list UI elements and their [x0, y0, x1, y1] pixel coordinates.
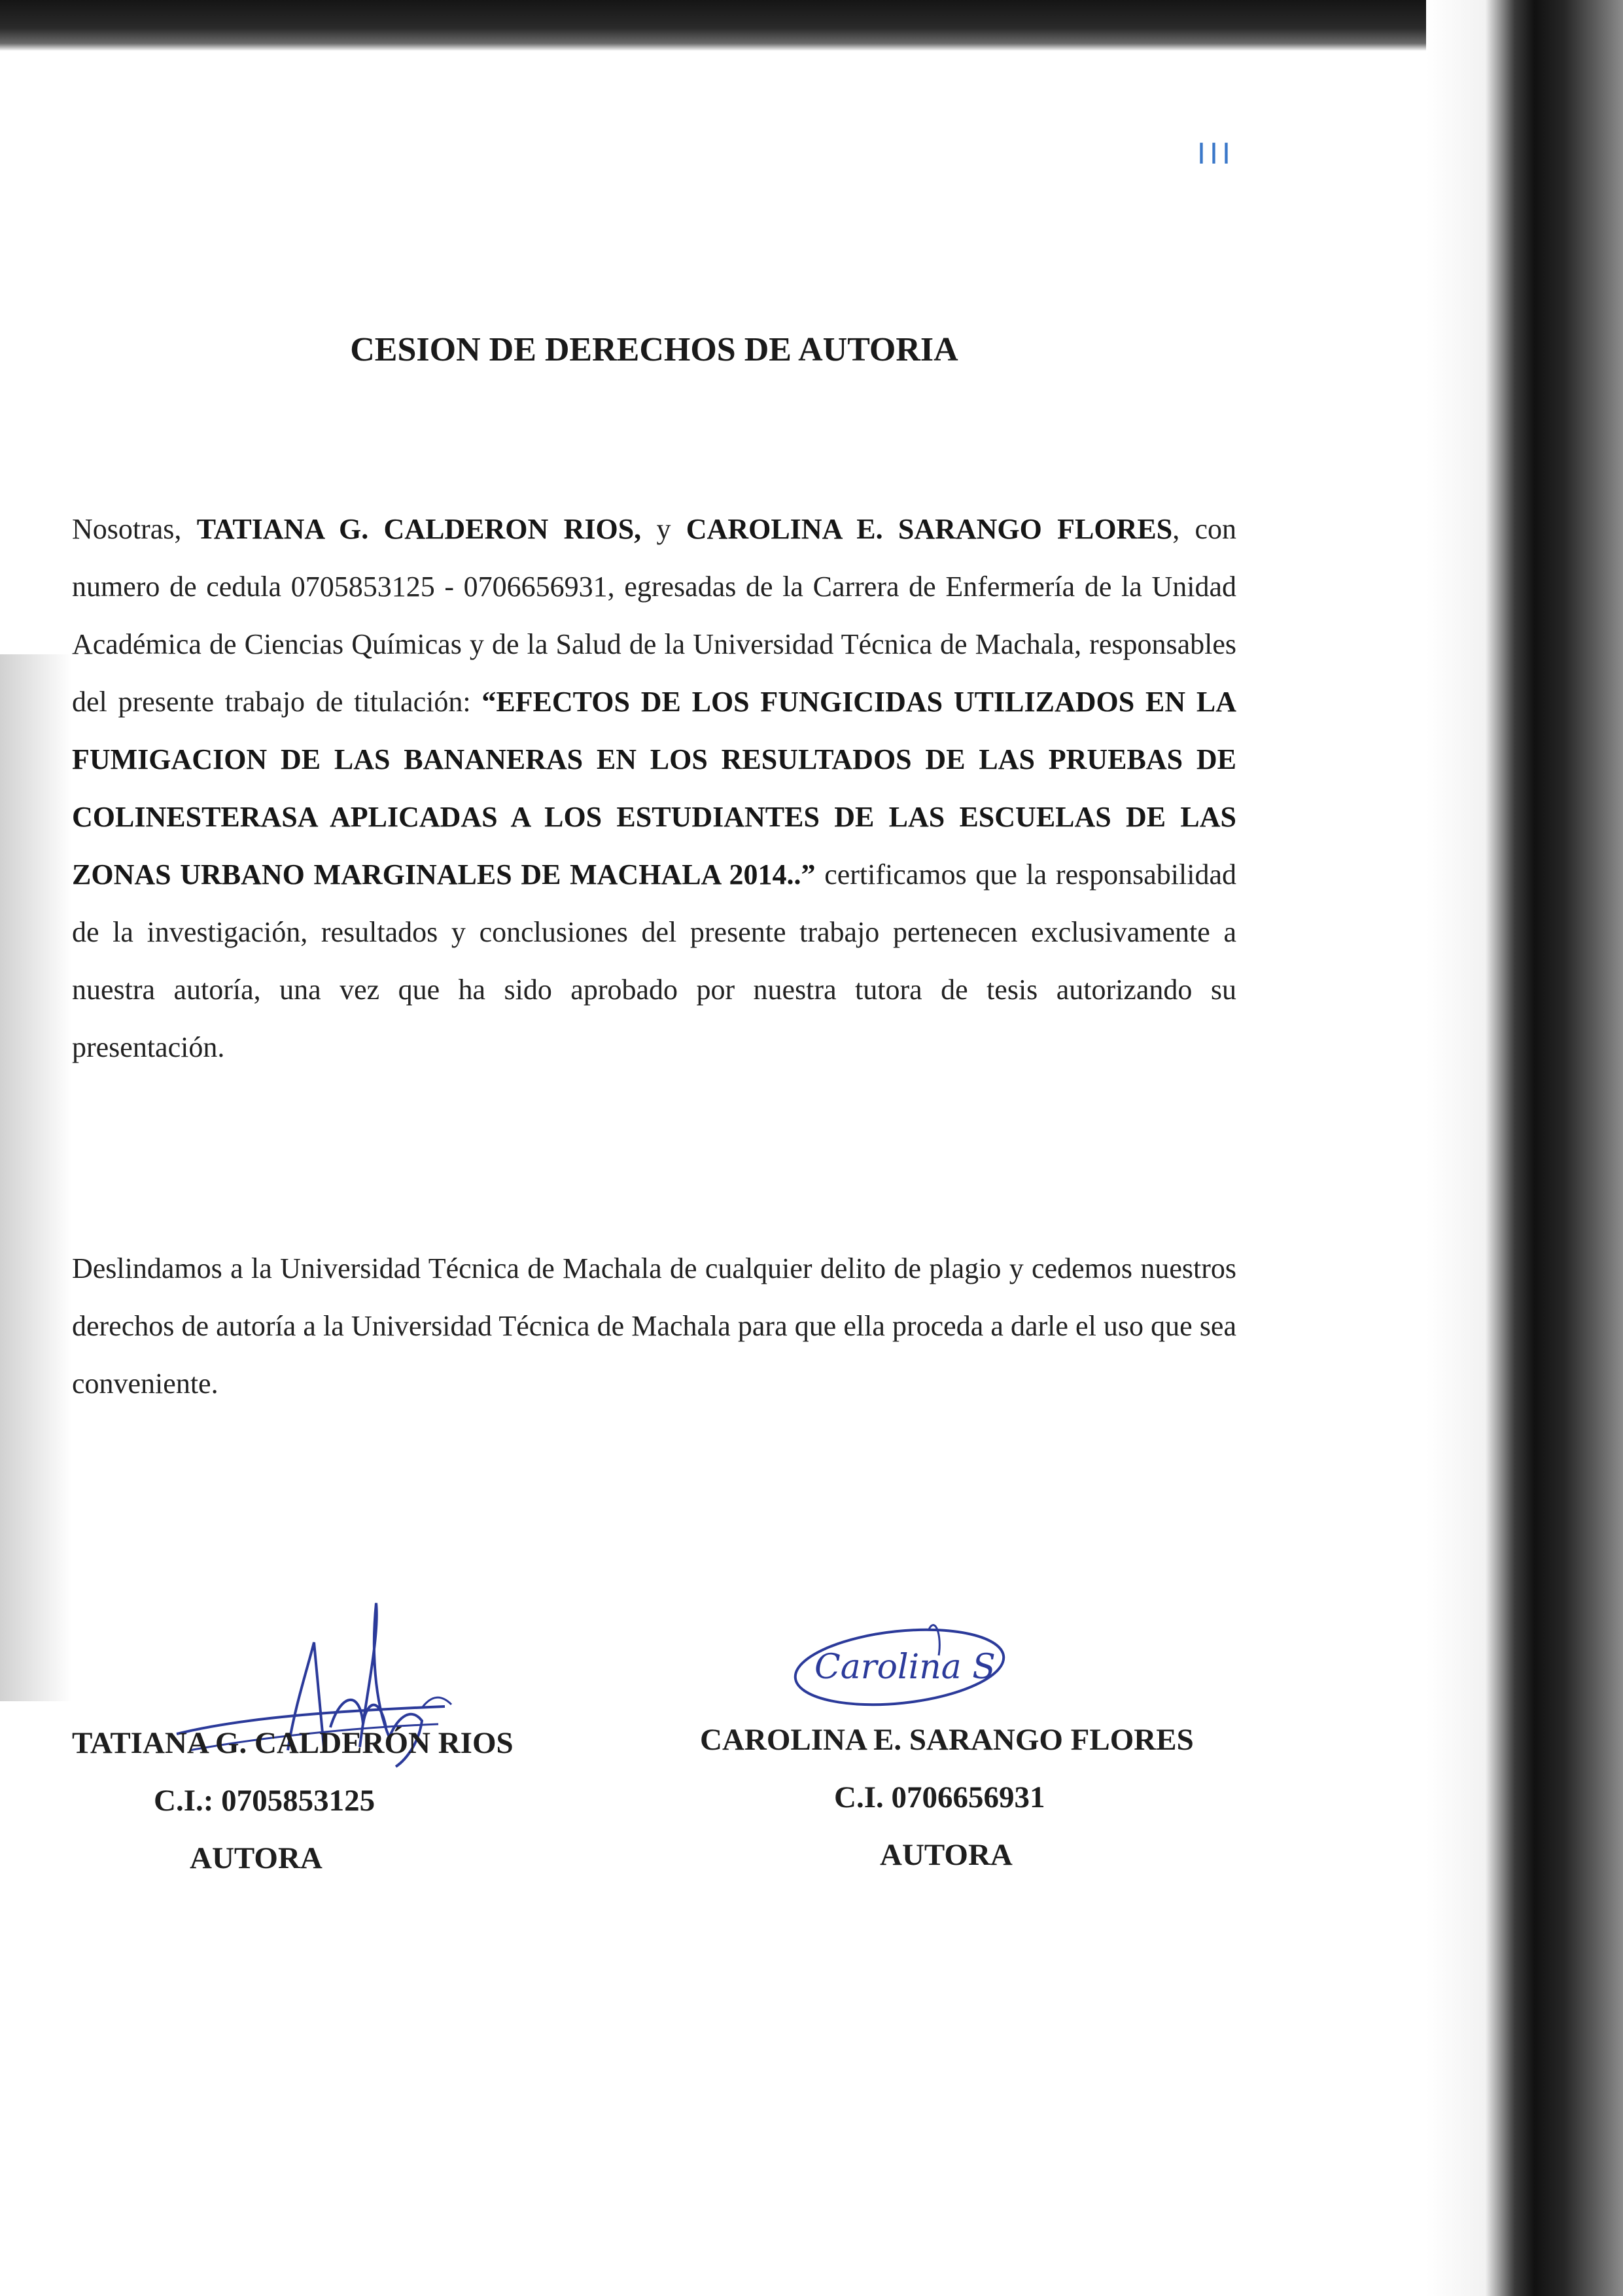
signature-block-2 [700, 1711, 1256, 1884]
author2-name: CAROLINA E. SARANGO FLORES [686, 513, 1173, 545]
signer-name: TATIANA G. CALDERÓN RIOS [72, 1726, 514, 1760]
page-number: III [1197, 137, 1234, 171]
signer-id: C.I. 0706656931 [834, 1780, 1045, 1814]
signature-carolina-drawing [785, 1610, 1021, 1721]
scan-border-top [0, 0, 1623, 51]
signer-role: AUTORA [880, 1838, 1013, 1872]
declaration-text-2: certificamos que la responsabilidad de la investigación, resultados y conclusiones del presente trabajo pertenecen exclusivamente a nuestra autoría, una vez que ha sido aprobado por nuestra tutora de tesis autorizando su presentación. [72, 858, 1237, 1063]
signer-name: CAROLINA E. SARANGO FLORES [700, 1723, 1194, 1757]
signature-carolina [785, 1610, 1021, 1721]
disclaimer-paragraph: Deslindamos a la Universidad Técnica de Machala de cualquier delito de plagio y cedemos nuestros derechos de autoría a la Universidad Técnica de Machala para que ella proceda a darle el uso que sea conveniente. [72, 1252, 1236, 1400]
scan-border-right [1426, 0, 1623, 2296]
scan-shadow-left [0, 654, 72, 1701]
signer-role: AUTORA [190, 1841, 323, 1875]
conjunction-text: y [656, 513, 671, 545]
thesis-title: “EFECTOS DE LOS FUNGICIDAS UTILIZADOS EN LA FUMIGACION DE LAS BANANERAS EN LOS RESULTADOS DE LAS PRUEBAS DE COLINESTERASA APLICADAS A LOS ESTUDIANTES DE LAS ESCUELAS DE LAS ZONAS URBANO MARGINALES DE MACHALA 2014..” [72, 686, 1237, 891]
signer-id: C.I.: 0705853125 [154, 1784, 375, 1818]
author1-name: TATIANA G. CALDERON RIOS, [196, 513, 642, 545]
signature-handwritten-text: Carolina S [814, 1648, 996, 1687]
declaration-text-1: , con numero de cedula 0705853125 - 0706656931, egresadas de la Carrera de Enfermería de la Unidad Académica de Ciencias Químicas y de la Salud de la Universidad Técnica de Machala, responsables del presente trabajo de titulación: [72, 513, 1237, 718]
document-title: CESION DE DERECHOS DE AUTORIA [350, 331, 958, 368]
intro-text: Nosotras, [72, 513, 182, 545]
declaration-paragraph [72, 501, 1236, 1076]
signature-block-1 [72, 1714, 595, 1887]
